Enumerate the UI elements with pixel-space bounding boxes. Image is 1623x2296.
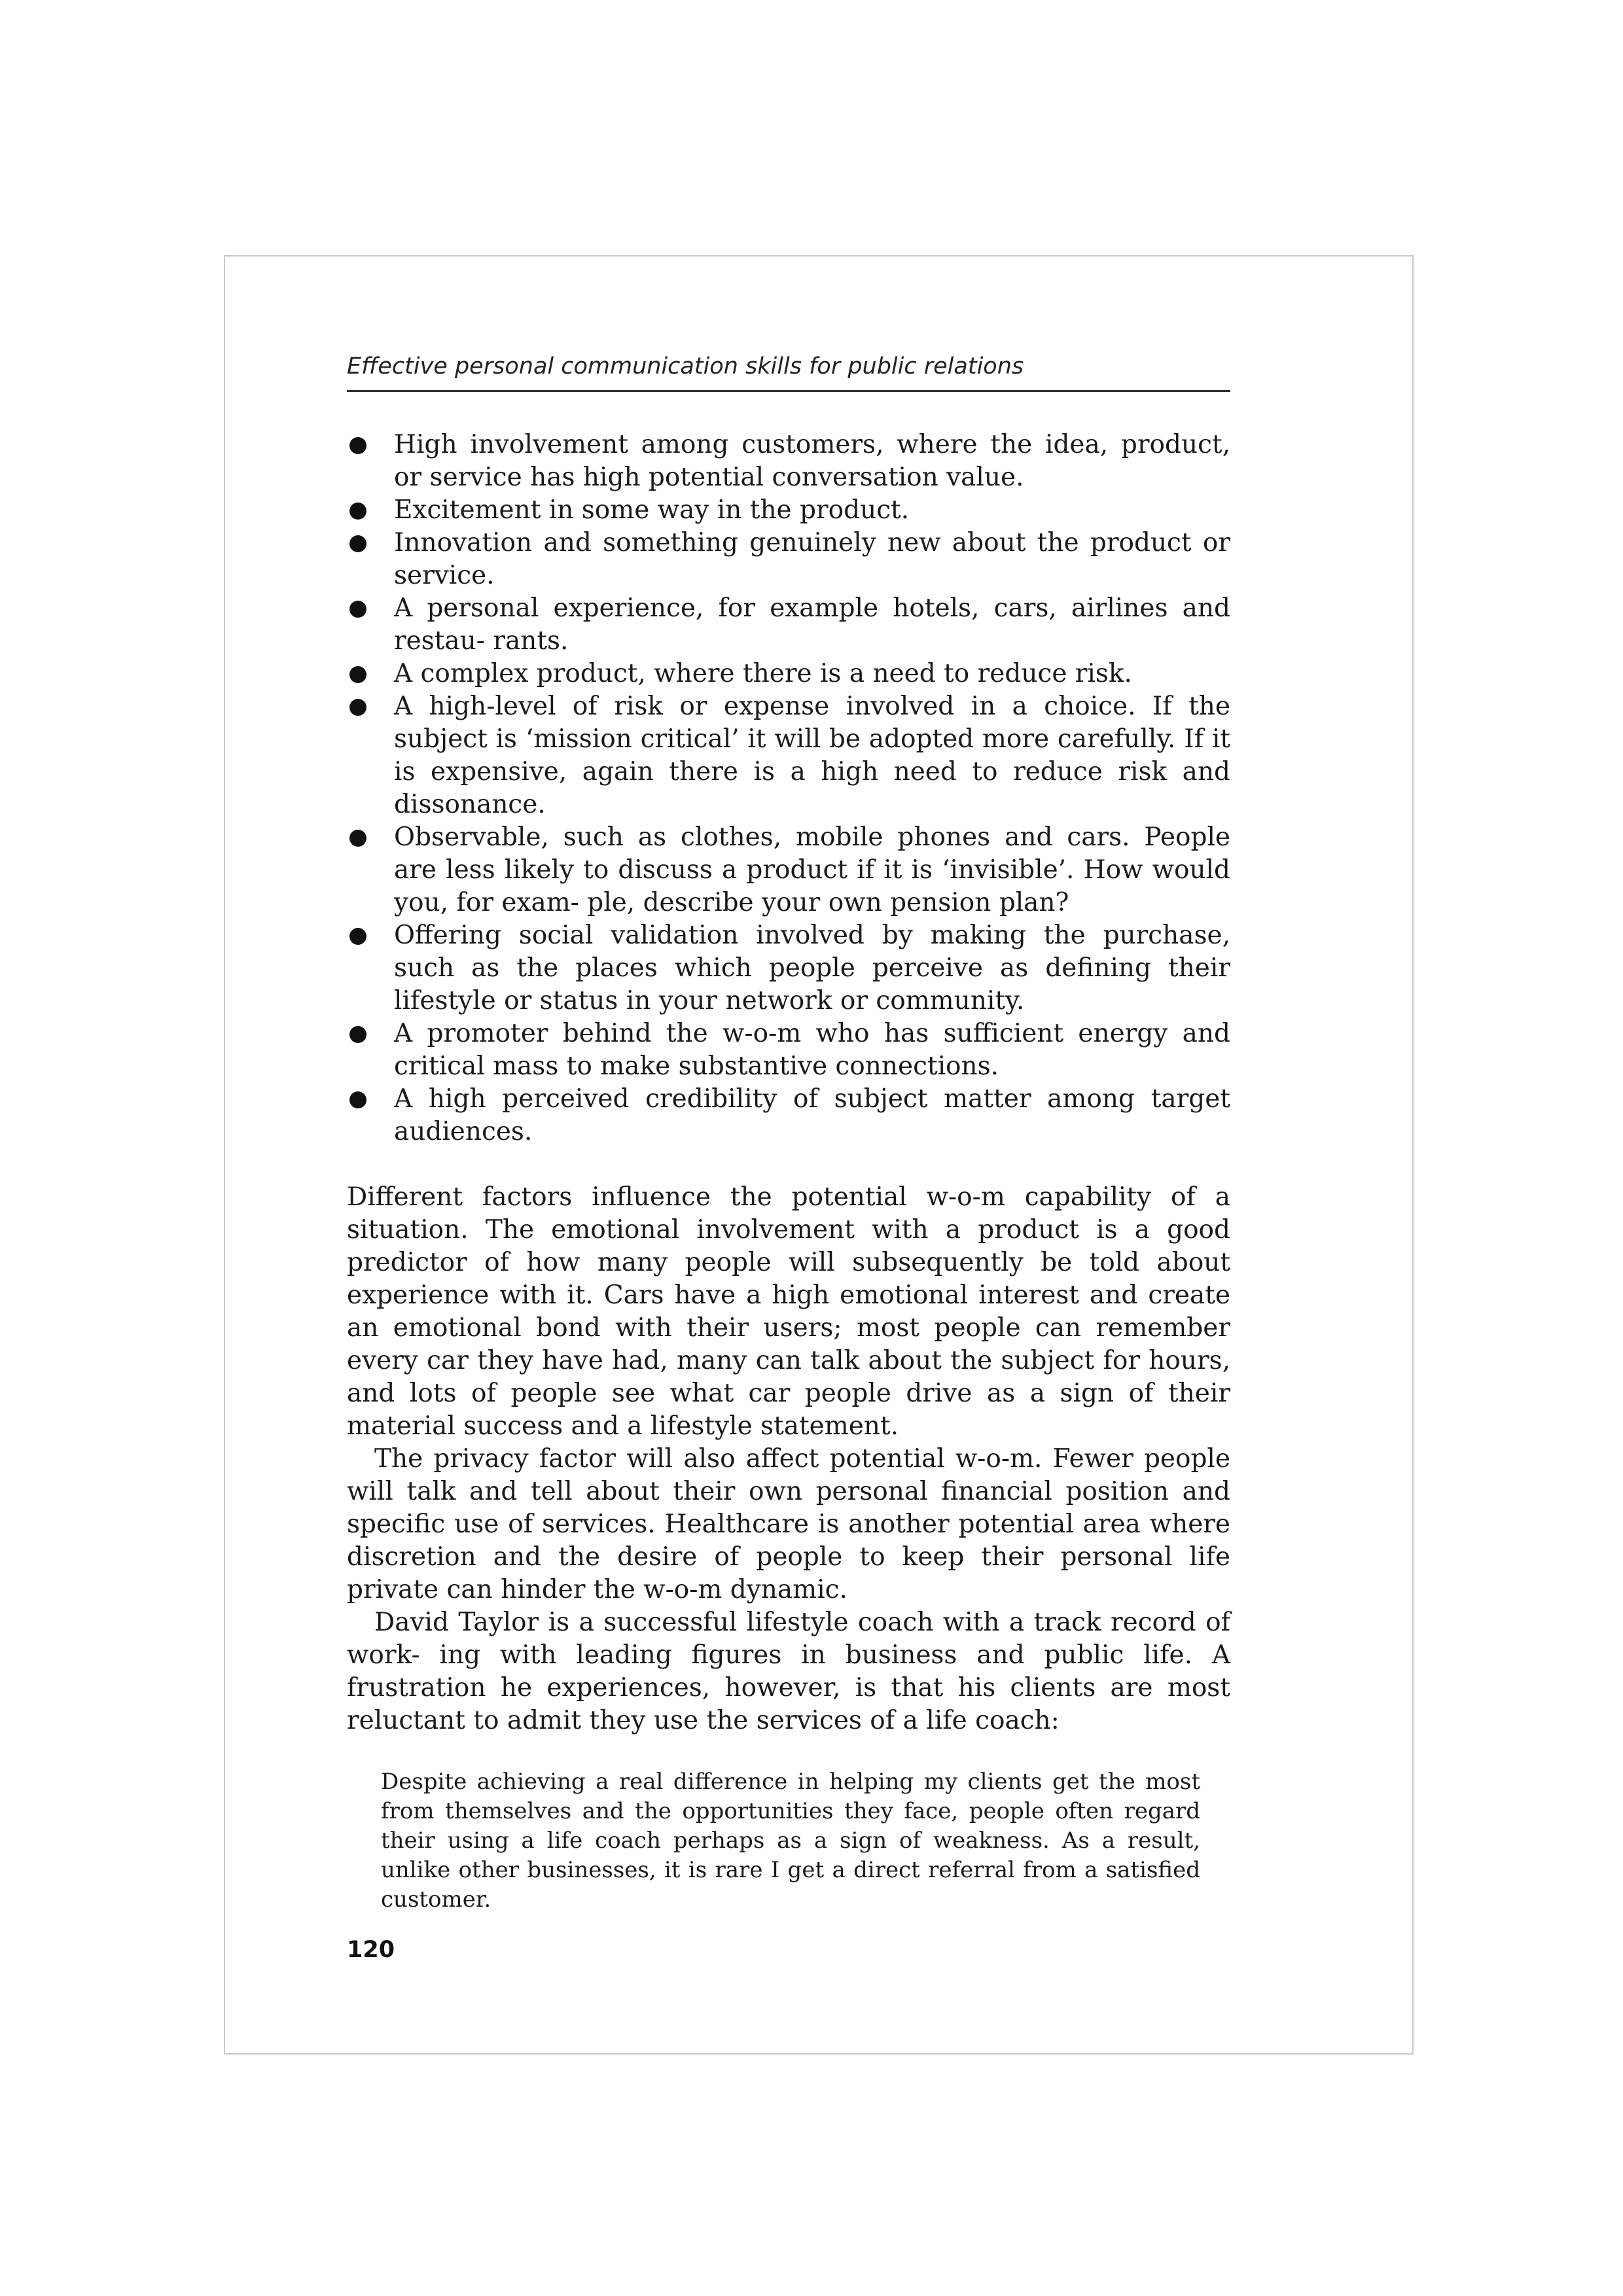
- bullet-icon: [349, 928, 366, 945]
- bullet-item: [347, 592, 1230, 658]
- bullet-text: A promoter behind the w-o-m who has sufficient energy and critical mass to make substantive connections.: [394, 1019, 1230, 1081]
- paragraph: David Taylor is a successful lifestyle coach with a track record of work- ing with leading figures in business and public life. A frustration he experiences, however, is that his clients are most reluctant to admit they use the services of a life coach:: [347, 1608, 1230, 1735]
- page-number: 120: [347, 1937, 395, 1963]
- bullet-icon: [349, 1091, 366, 1108]
- bullet-list: [347, 429, 1230, 1148]
- bullet-icon: [349, 699, 366, 716]
- bullet-text: A high-level of risk or expense involved in a choice. If the subject is ‘mission critical’ it will be adopted more carefully. If it is expensive, again there is a high need to reduce risk and dissonance.: [394, 692, 1230, 819]
- bullet-icon: [349, 601, 366, 618]
- bullet-item: [347, 690, 1230, 821]
- bullet-item: [347, 527, 1230, 592]
- bullet-item: [347, 821, 1230, 919]
- bullet-text: High involvement among customers, where the idea, product, or service has high potential conversation value.: [394, 430, 1230, 492]
- bullet-text: Offering social validation involved by making the purchase, such as the places which people perceive as defining their lifestyle or status in your network or community.: [394, 921, 1230, 1016]
- paragraph: Different factors influence the potential w-o-m capability of a situation. The emotional involvement with a product is a good predictor of how many people will subsequently be told about experience with it. Cars have a high emotional interest and create an emotional bond with their users; most people can remember every car they have had, many can talk about the subject for hours, and lots of people see what car people drive as a sign of their material success and a lifestyle statement.: [347, 1182, 1230, 1441]
- block-quote: Despite achieving a real difference in helping my clients get the most from themselves and the opportunities they face, people often regard their using a life coach perhaps as a sign of weakness. As a result, unlike other businesses, it is rare I get a direct referral from a satisfied customer.: [381, 1769, 1200, 1913]
- bullet-text: Excitement in some way in the product.: [394, 495, 910, 525]
- paragraph: The privacy factor will also affect potential w-o-m. Fewer people will talk and tell about their own personal financial position and specific use of services. Healthcare is another potential area where discretion and the desire of people to keep their personal life private can hinder the w-o-m dynamic.: [347, 1444, 1230, 1604]
- bullet-text: A complex product, where there is a need to reduce risk.: [394, 659, 1132, 688]
- bullet-icon: [349, 437, 366, 454]
- bullet-item: [347, 919, 1230, 1017]
- bullet-icon: [349, 666, 366, 683]
- bullet-text: A high perceived credibility of subject matter among target audiences.: [394, 1084, 1230, 1146]
- bullet-item: [347, 1017, 1230, 1083]
- bullet-icon: [349, 1026, 366, 1043]
- bullet-text: Observable, such as clothes, mobile phones and cars. People are less likely to discuss a product if it is ‘invisible’. How would you, for exam- ple, describe your own pension plan?: [394, 822, 1230, 917]
- bullet-text: A personal experience, for example hotels, cars, airlines and restau- rants.: [394, 593, 1230, 656]
- bullet-icon: [349, 535, 366, 552]
- bullet-item: [347, 1083, 1230, 1148]
- bullet-icon: [349, 830, 366, 847]
- bullet-item: [347, 429, 1230, 494]
- bullet-item: [347, 658, 1230, 690]
- bullet-text: Innovation and something genuinely new about the product or service.: [394, 528, 1230, 590]
- page-content: [347, 347, 1230, 1915]
- body-text: [347, 1181, 1230, 1737]
- running-head: Effective personal communication skills for public relations: [347, 347, 1230, 392]
- bullet-icon: [349, 503, 366, 520]
- bullet-item: [347, 494, 1230, 527]
